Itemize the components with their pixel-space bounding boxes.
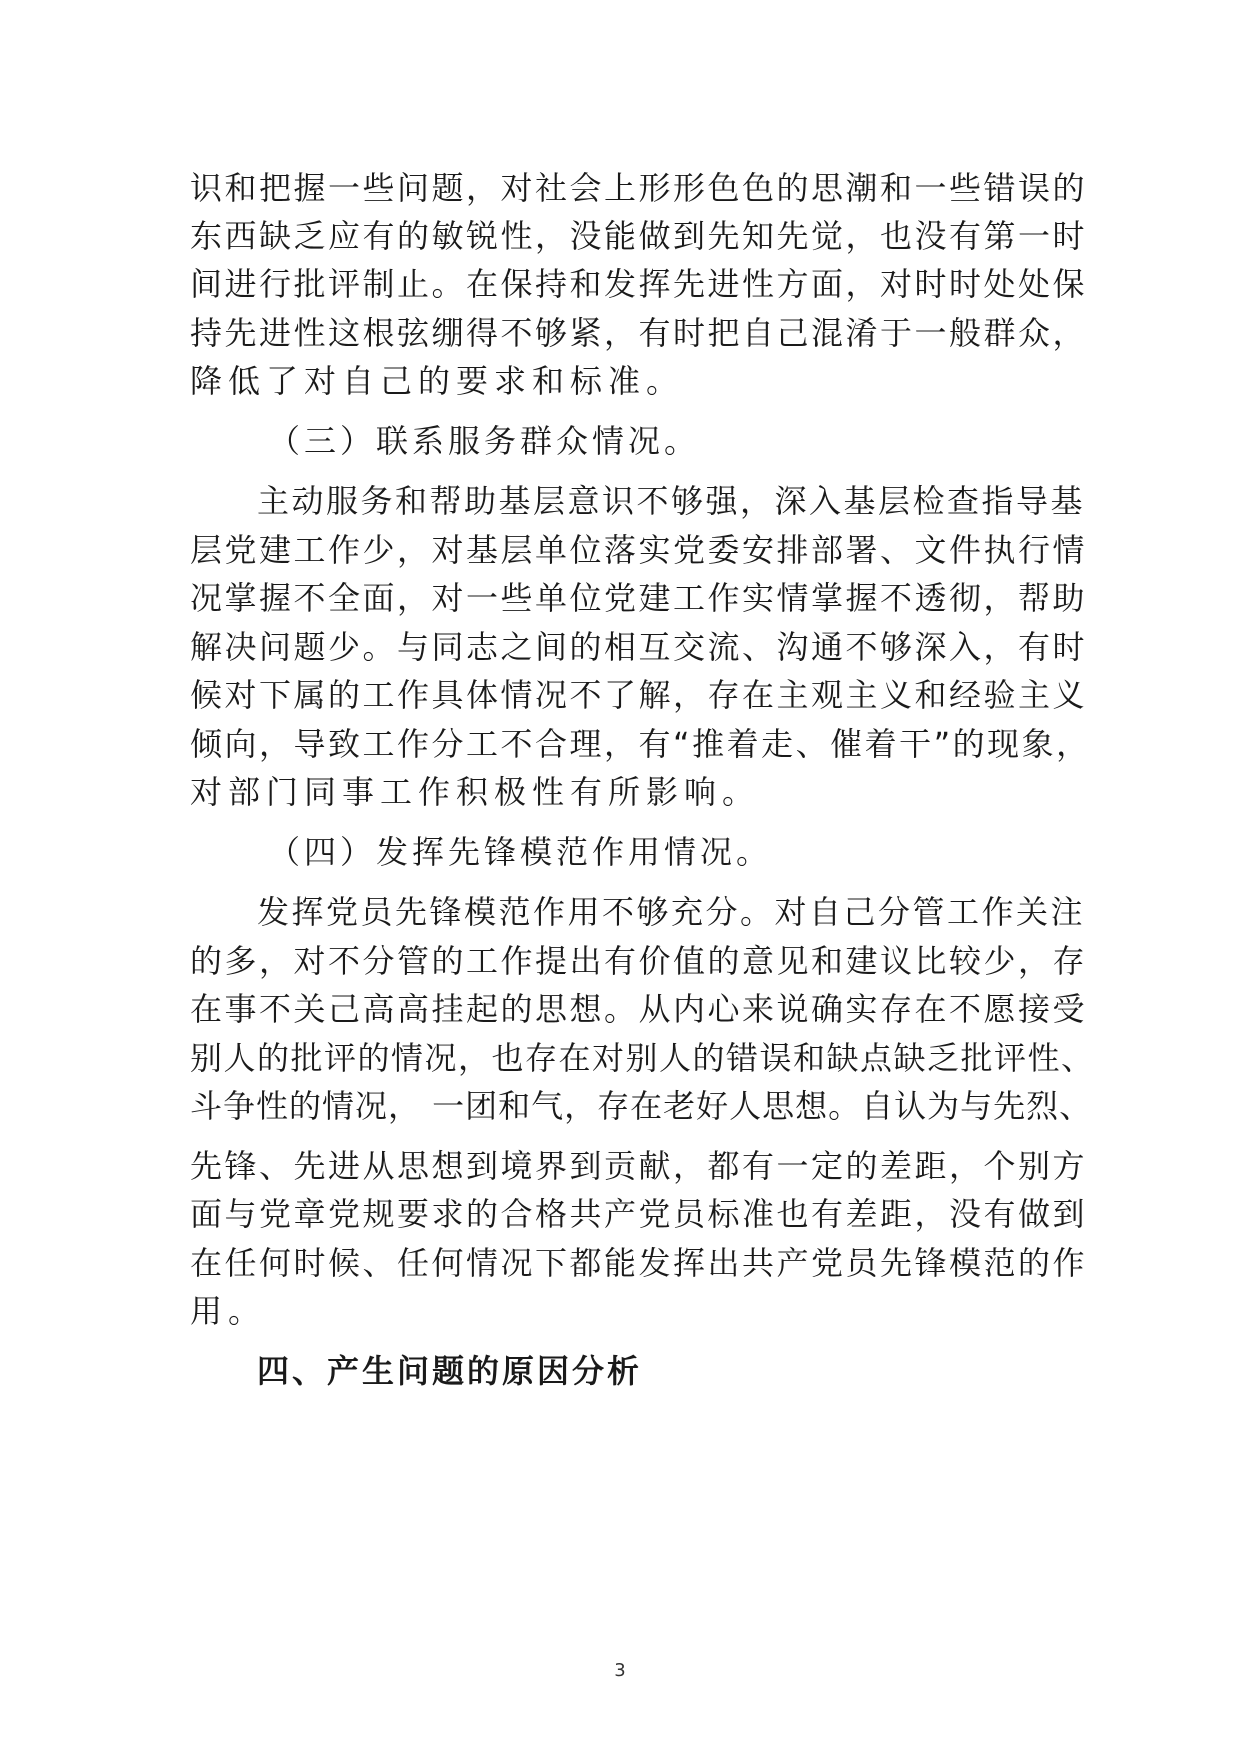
text-line: 间进行批评制止。在保持和发挥先进性方面，对时时处处保 bbox=[190, 265, 1088, 303]
text-line: 在任何时候、任何情况下都能发挥出共产党员先锋模范的作 bbox=[190, 1244, 1088, 1282]
text-line: 主动服务和帮助基层意识不够强，深入基层检查指导基 bbox=[257, 482, 1086, 520]
text-line: 识和把握一些问题，对社会上形形色色的思潮和一些错误的 bbox=[190, 169, 1088, 207]
text-line: 别人的批评的情况，也存在对别人的错误和缺点缺乏批评性、 bbox=[190, 1039, 1095, 1077]
page-number: 3 bbox=[614, 1660, 626, 1681]
text-line: 候对下属的工作具体情况不了解，存在主观主义和经验主义 bbox=[190, 676, 1088, 714]
text-line: 东西缺乏应有的敏锐性，没能做到先知先觉，也没有第一时 bbox=[190, 217, 1088, 255]
subheading-contact-masses: （三）联系服务群众情况。 bbox=[268, 422, 701, 460]
text-line: 对部门同事工作积极性有所影响。 bbox=[190, 773, 761, 811]
subheading-vanguard-role: （四）发挥先锋模范作用情况。 bbox=[268, 833, 773, 871]
text-line: 解决问题少。与同志之间的相互交流、沟通不够深入，有时 bbox=[190, 628, 1088, 666]
text-line: 况掌握不全面，对一些单位党建工作实情掌握不透彻，帮助 bbox=[190, 579, 1088, 617]
text-line: 发挥党员先锋模范作用不够充分。对自己分管工作关注 bbox=[257, 893, 1086, 931]
text-line: 用。 bbox=[190, 1292, 267, 1330]
text-line: 在事不关己高高挂起的思想。从内心来说确实存在不愿接受 bbox=[190, 990, 1088, 1028]
text-line: 降低了对自己的要求和标准。 bbox=[190, 362, 685, 400]
text-line: 的多，对不分管的工作提出有价值的意见和建议比较少，存 bbox=[190, 942, 1088, 980]
text-line: 层党建工作少，对基层单位落实党委安排部署、文件执行情 bbox=[190, 531, 1088, 569]
text-line: 面与党章党规要求的合格共产党员标准也有差距，没有做到 bbox=[190, 1195, 1088, 1233]
text-line: 倾向，导致工作分工不合理，有“推着走、催着干”的现象， bbox=[190, 725, 1091, 763]
section-heading-cause-analysis: 四、产生问题的原因分析 bbox=[257, 1352, 643, 1390]
text-line: 持先进性这根弦绷得不够紧，有时把自己混淆于一般群众， bbox=[190, 314, 1088, 352]
text-line: 先锋、先进从思想到境界到贡献，都有一定的差距，个别方 bbox=[190, 1147, 1088, 1185]
text-line: 斗争性的情况， 一团和气，存在老好人思想。自认为与先烈、 bbox=[190, 1087, 1093, 1125]
